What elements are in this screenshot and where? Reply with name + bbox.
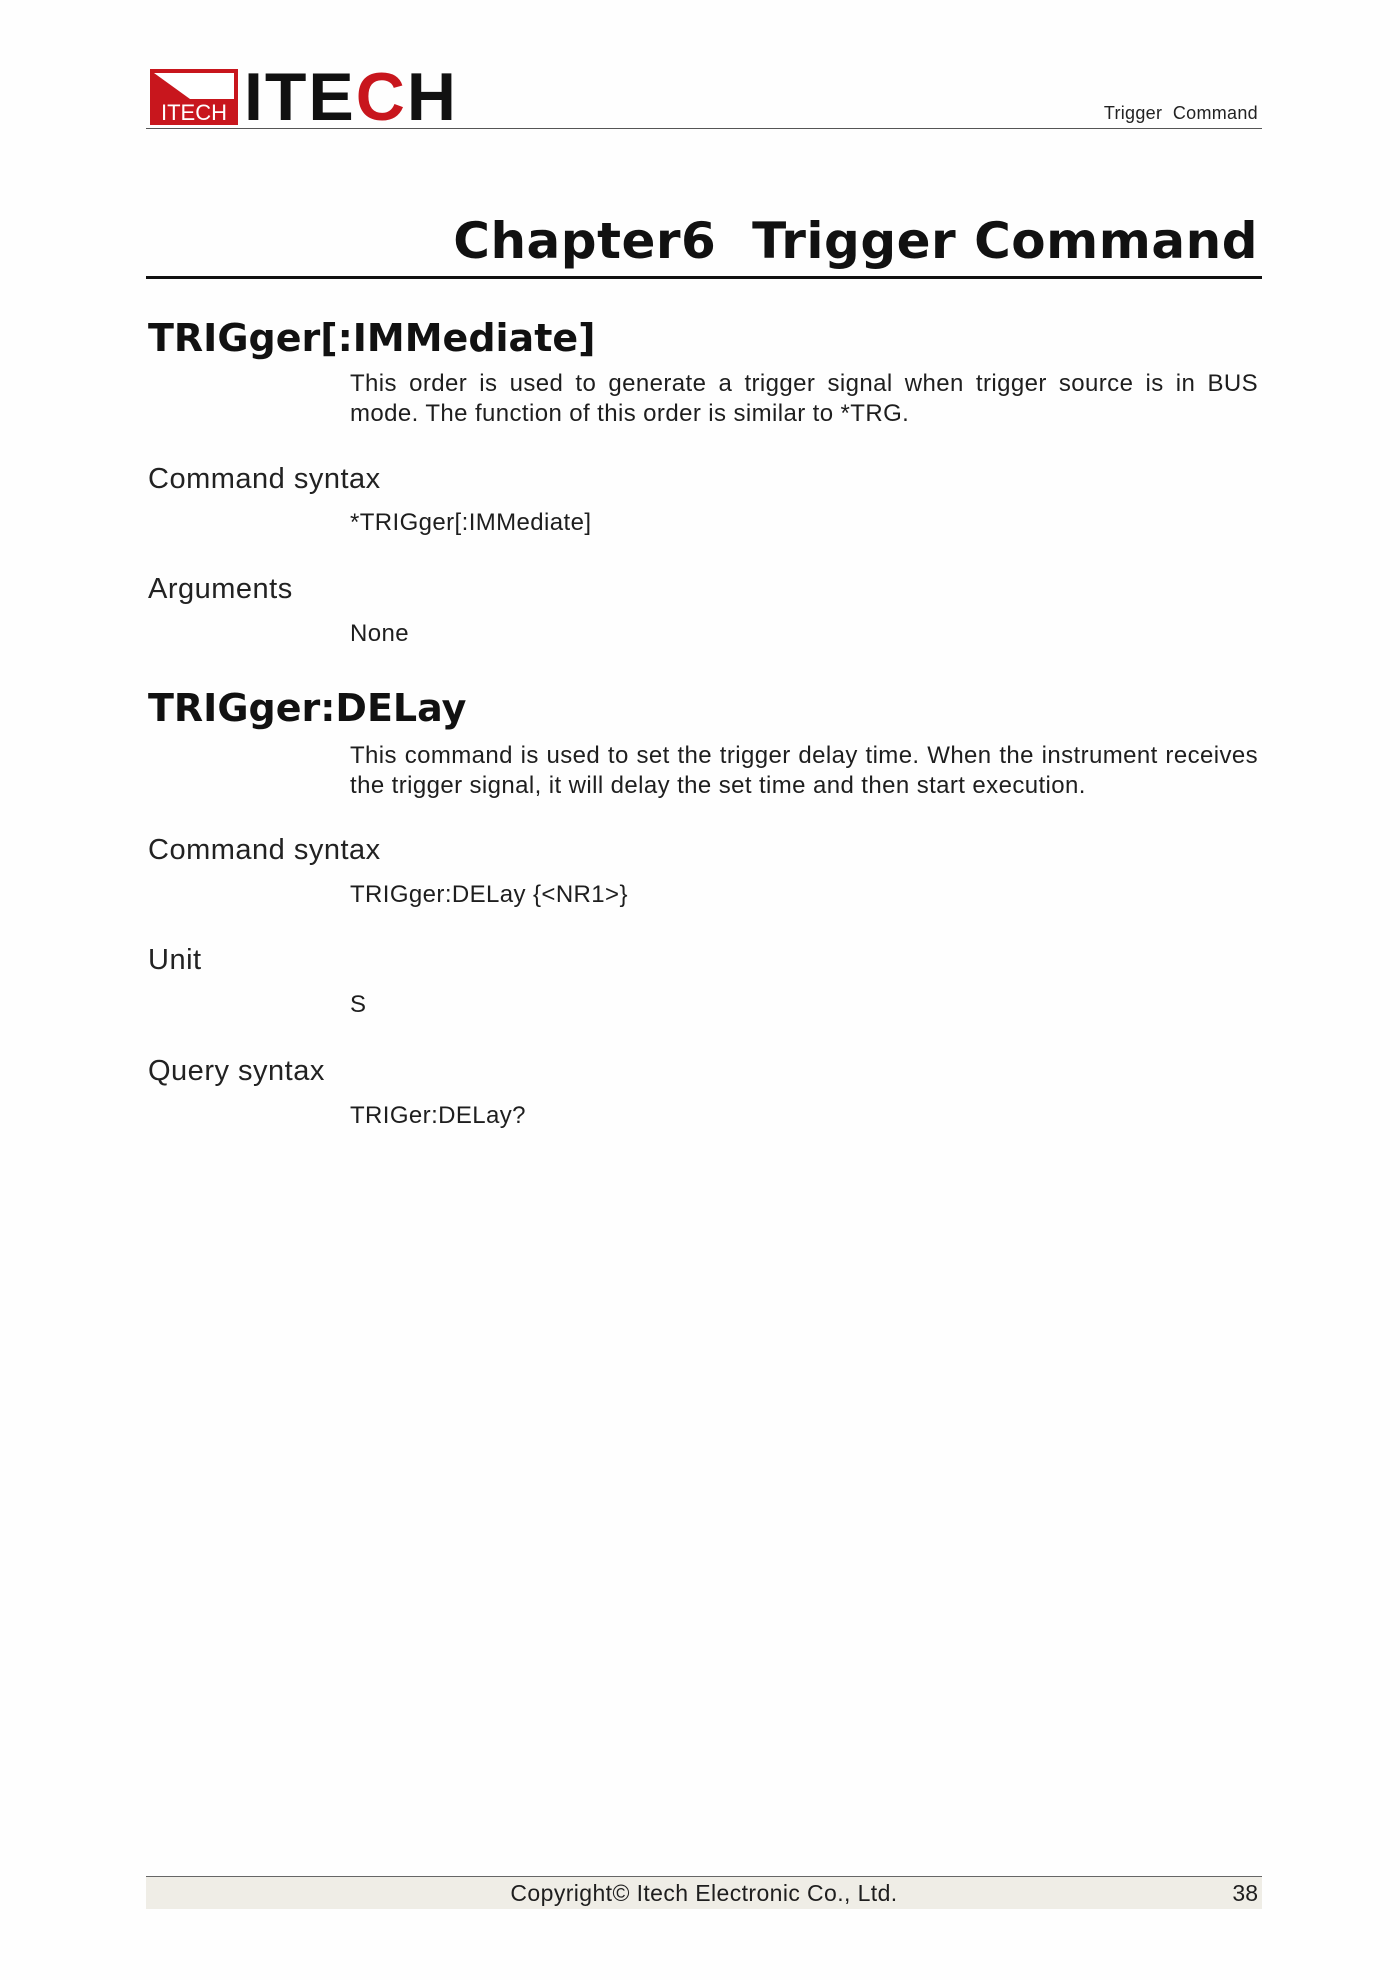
field-label-command-syntax: Command syntax	[148, 463, 381, 495]
command-description: This order is used to generate a trigger signal when trigger source is in BUS mode. The function of this order is similar to *TRG.	[350, 370, 1258, 427]
field-value-command-syntax: *TRIGger[:IMMediate]	[350, 509, 592, 536]
chapter-heading	[146, 208, 1262, 279]
command-heading-trigger-immediate: TRIGger[:IMMediate]	[148, 316, 596, 360]
field-value-command-syntax: TRIGger:DELay {<NR1>}	[350, 881, 628, 908]
logo-mark-text: ITECH	[161, 100, 227, 125]
field-label-unit: Unit	[148, 944, 202, 976]
command-heading-trigger-delay: TRIGger:DELay	[148, 686, 467, 730]
running-header-title: Trigger Command	[1103, 103, 1258, 123]
field-label-arguments: Arguments	[148, 573, 293, 605]
page-footer	[146, 1876, 1262, 1909]
itech-logo	[150, 59, 459, 135]
field-value-unit: S	[350, 991, 367, 1018]
page-number: 38	[1232, 1880, 1258, 1906]
field-value-query-syntax: TRIGer:DELay?	[350, 1102, 526, 1129]
chapter-title: Chapter6 Trigger Command	[453, 212, 1258, 270]
command-description: This command is used to set the trigger delay time. When the instrument receives the trigger signal, it will delay the set time and then start execution.	[350, 742, 1258, 799]
itech-logo-mark-icon	[150, 69, 238, 125]
logo-wordmark: ITECH	[244, 59, 459, 135]
field-label-command-syntax: Command syntax	[148, 834, 381, 866]
page-header	[146, 59, 1262, 135]
field-label-query-syntax: Query syntax	[148, 1055, 325, 1087]
field-value-arguments: None	[350, 620, 409, 647]
footer-copyright: Copyright© Itech Electronic Co., Ltd.	[510, 1880, 898, 1906]
